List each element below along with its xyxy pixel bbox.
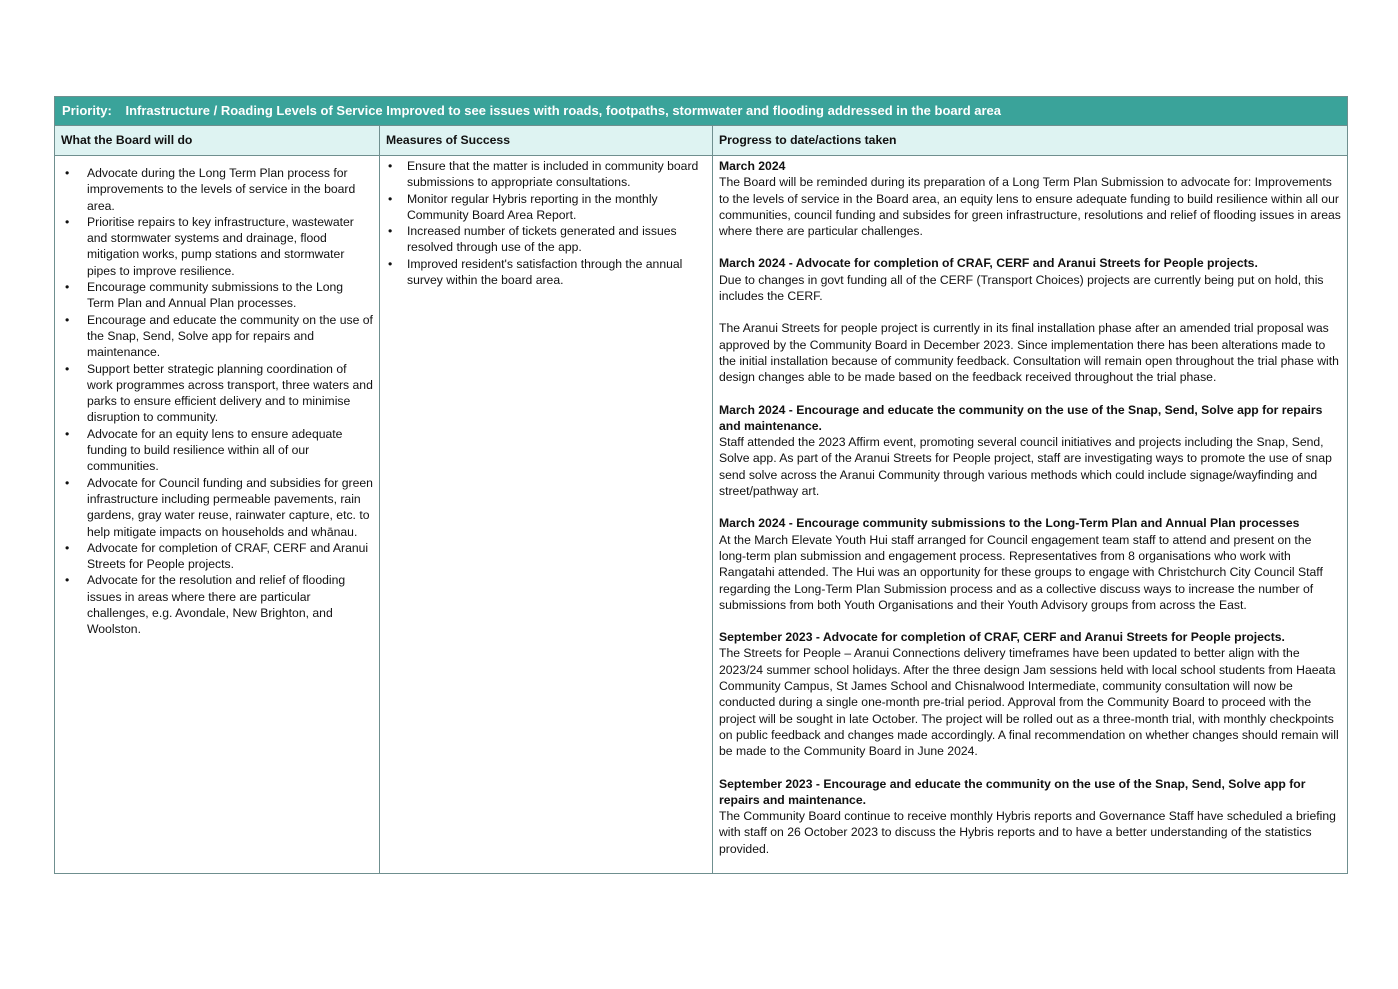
action-item: • Advocate for the resolution and relief of flooding issues in areas where there are particular challenges, e.g. Avondale, New Brighton, and Woolston. <box>87 572 373 637</box>
priority-text: Infrastructure / Roading Levels of Service Improved to see issues with roads, footpaths, stormwater and flooding addressed in the board area <box>125 102 1002 118</box>
progress-entry-title: March 2024 <box>719 159 786 173</box>
measure-item: • Ensure that the matter is included in community board submissions to appropriate consultations. <box>407 158 706 191</box>
progress-entry <box>719 255 1341 385</box>
header-measures-of-success: Measures of Success <box>380 126 713 156</box>
priority-table <box>54 96 1348 874</box>
action-item: • Advocate during the Long Term Plan process for improvements to the levels of service in the board area. <box>87 165 373 214</box>
action-item: • Encourage and educate the community on the use of the Snap, Send, Solve app for repairs and maintenance. <box>87 312 373 361</box>
priority-row <box>55 97 1348 126</box>
progress-entry-title: September 2023 - Advocate for completion of CRAF, CERF and Aranui Streets for People projects. <box>719 630 1285 645</box>
measure-item: • Improved resident's satisfaction through the annual survey within the board area. <box>407 256 706 289</box>
action-item: • Prioritise repairs to key infrastructure, wastewater and stormwater systems and drainage, flood mitigation works, pump stations and stormwater pipes to improve resilience. <box>87 214 373 279</box>
progress-entry-paragraph: At the March Elevate Youth Hui staff arranged for Council engagement team staff to attend and present on the long-term plan submission and engagement process. Representatives from 8 organisations who work with Rangatahi attended. The Hui was an opportunity for these groups to engage with Christchurch City Council Staff regarding the Long-Term Plan Submission process and as a collective discuss ways to increase the number of submissions from both Youth Organisations and their Youth Advisory groups from across the East. <box>719 532 1323 612</box>
progress-entry-paragraph: The Board will be reminded during its preparation of a Long Term Plan Submission to advocate for: Improvements to the levels of service in the Board area, an equity lens to ensure adequate funding to build resilience within all our communities, council funding and subsides for green infrastructure, resolutions and relief of flooding issues in areas where there are particular challenges. <box>719 175 1341 239</box>
header-progress: Progress to date/actions taken <box>713 126 1348 156</box>
progress-entry-title: March 2024 - Encourage community submissions to the Long-Term Plan and Annual Plan processes <box>719 516 1300 531</box>
progress-entry <box>719 402 1341 500</box>
measure-item: • Monitor regular Hybris reporting in the monthly Community Board Area Report. <box>407 191 706 224</box>
progress-entry-paragraph: The Aranui Streets for people project is currently in its final installation phase after an amended trial proposal was approved by the Community Board in December 2023. Since implementation there has been alterations made to the initial installation because of community feedback. Consultation will remain open throughout the trial phase with design changes able to be made based on the feedback received throughout the trial phase. <box>719 321 1339 385</box>
progress-entry-title: March 2024 - Encourage and educate the community on the use of the Snap, Send, Solve app for repairs and maintenance. <box>719 402 1323 433</box>
action-item: • Advocate for an equity lens to ensure adequate funding to build resilience within all of our communities. <box>87 426 373 475</box>
progress-cell <box>713 156 1348 874</box>
measure-item: • Increased number of tickets generated and issues resolved through use of the app. <box>407 223 706 256</box>
progress-entry <box>719 629 1341 759</box>
action-item: • Advocate for completion of CRAF, CERF and Aranui Streets for People projects. <box>87 540 373 573</box>
priority-label: Priority: <box>62 102 112 118</box>
measures-cell <box>380 156 713 874</box>
action-item: • Encourage community submissions to the Long Term Plan and Annual Plan processes. <box>87 279 373 312</box>
priority-header <box>55 97 1348 126</box>
action-item: • Support better strategic planning coordination of work programmes across transport, three waters and parks to ensure efficient delivery and to minimise disruption to community. <box>87 361 373 426</box>
progress-entry-paragraph: The Community Board continue to receive monthly Hybris reports and Governance Staff have scheduled a briefing with staff on 26 October 2023 to discuss the Hybris reports and to have a better understanding of the statistics provided. <box>719 809 1336 856</box>
content-row <box>55 156 1348 874</box>
action-item: • Advocate for Council funding and subsidies for green infrastructure including permeable pavements, rain gardens, gray water reuse, rainwater capture, etc. to help mitigate impacts on households and whānau. <box>87 475 373 540</box>
progress-entry-paragraph: Due to changes in govt funding all of the CERF (Transport Choices) projects are currently being put on hold, this includes the CERF. <box>719 272 1324 304</box>
header-what-board-will-do: What the Board will do <box>55 126 380 156</box>
progress-entry-paragraph: Staff attended the 2023 Affirm event, promoting several council initiatives and projects including the Snap, Send, Solve app. As part of the Aranui Streets for People project, staff are investigating ways to promote the use of snap send solve across the Aranui Community through various methods which could include signage/wayfinding and street/pathway art. <box>719 435 1332 499</box>
progress-entry-paragraph: The Streets for People – Aranui Connections delivery timeframes have been updated to better align with the 2023/24 summer school holidays. After the three design Jam sessions held with local school students from Haeata Community Campus, St James School and Chisnalwood Intermediate, community consultation will now be conducted during a single one-month pre-trial period. Approval from the Community Board to proceed with the project will be sought in late October. The project will be rolled out as a three-month trial, with monthly checkpoints on public feedback and changes made accordingly. A final recommendation on whether changes should remain will be made to the Community Board in June 2024. <box>719 646 1339 759</box>
progress-entry <box>719 158 1341 239</box>
progress-entry-title: March 2024 - Advocate for completion of CRAF, CERF and Aranui Streets for People projects. <box>719 256 1258 271</box>
actions-list <box>61 165 373 638</box>
measures-list <box>386 158 706 288</box>
progress-entry <box>719 776 1341 857</box>
column-header-row <box>55 126 1348 156</box>
progress-entry-title: September 2023 - Encourage and educate the community on the use of the Snap, Send, Solve app for repairs and maintenance. <box>719 776 1306 807</box>
actions-cell <box>55 156 380 874</box>
progress-entry <box>719 515 1341 613</box>
progress-list <box>719 158 1341 857</box>
